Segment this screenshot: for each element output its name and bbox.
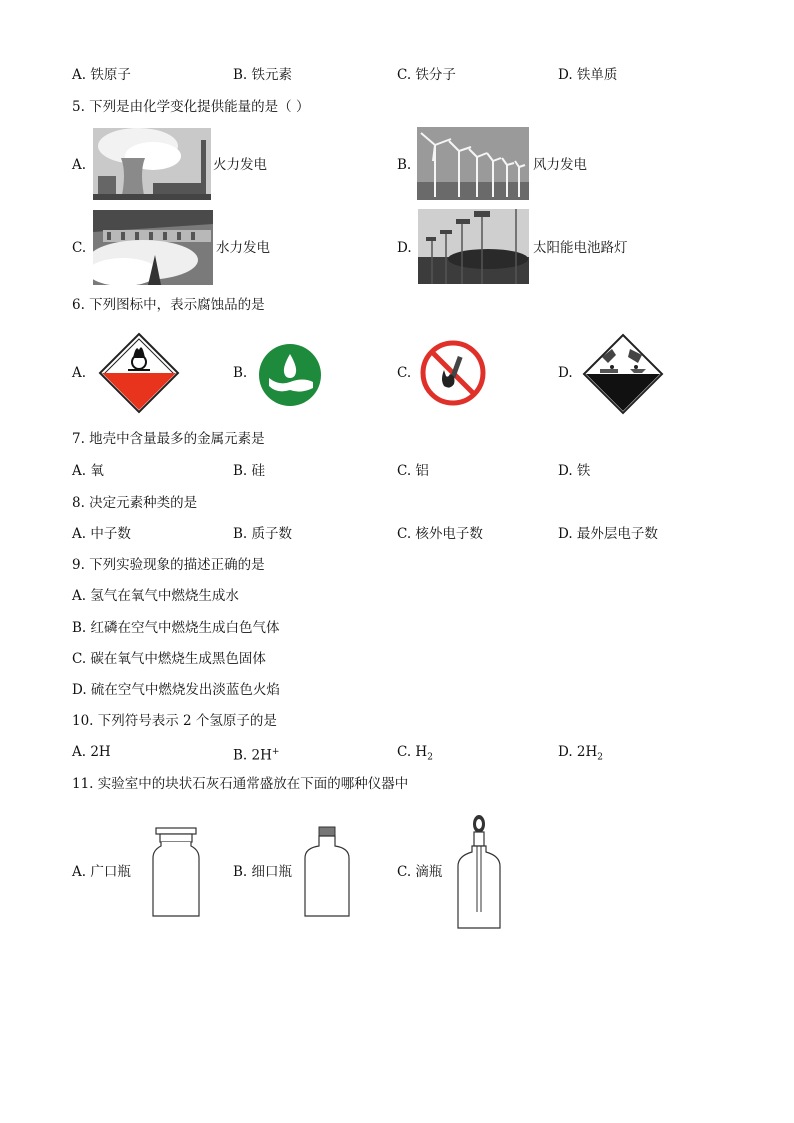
q9-stem: 9. 下列实验现象的描述正确的是 <box>72 557 265 573</box>
no-fire-icon <box>420 340 486 406</box>
corrosive-hazard-icon <box>582 333 664 415</box>
q10-option-b-text: B. 2H <box>233 747 272 764</box>
q5-option-b-label: 风力发电 <box>533 157 587 173</box>
q10-option-c-subscript: 2 <box>427 752 433 763</box>
q11-option-b: B. 细口瓶 <box>233 864 293 880</box>
q7-option-a: A. 氧 <box>72 463 104 479</box>
q8-option-b: B. 质子数 <box>233 526 293 542</box>
q11-option-c: C. 滴瓶 <box>397 864 443 880</box>
q6-option-b-prefix: B. <box>233 365 248 381</box>
q5-option-a-label: 火力发电 <box>213 157 267 173</box>
q6-option-d-prefix: D. <box>558 365 573 381</box>
dropper-bottle-icon <box>454 812 504 932</box>
q11-stem: 11. 实验室中的块状石灰石通常盛放在下面的哪种仪器中 <box>72 776 409 792</box>
oxidizer-hazard-icon <box>98 332 180 414</box>
q10-option-d <box>558 743 603 767</box>
q8-option-c: C. 核外电子数 <box>397 526 483 542</box>
q10-option-c-text: C. H <box>397 744 428 760</box>
q7-option-c: C. 铝 <box>397 463 429 479</box>
q10-option-b-superscript: + <box>271 747 280 757</box>
q7-option-b: B. 硅 <box>233 463 266 479</box>
q10-option-c <box>397 743 433 767</box>
q8-option-a: A. 中子数 <box>72 526 131 542</box>
q10-option-b <box>233 743 279 765</box>
q6-stem: 6. 下列图标中，表示腐蚀品的是 <box>72 297 265 313</box>
q4-option-c: C. 铁分子 <box>397 67 456 83</box>
q9-option-d: D. 硫在空气中燃烧发出淡蓝色火焰 <box>72 682 280 698</box>
q5-option-c-label: 水力发电 <box>216 240 270 256</box>
q5-option-d-label: 太阳能电池路灯 <box>533 240 628 256</box>
solar-street-lights-image <box>418 209 529 284</box>
q8-stem: 8. 决定元素种类的是 <box>72 495 198 511</box>
q9-option-c: C. 碳在氧气中燃烧生成黑色固体 <box>72 651 266 667</box>
q10-option-a: A. 2H <box>72 744 111 760</box>
q5-option-c-prefix: C. <box>72 240 87 256</box>
q4-option-a: A. 铁原子 <box>72 67 131 83</box>
q5-option-a-prefix: A. <box>72 157 87 173</box>
thermal-power-plant-image <box>93 128 211 200</box>
narrow-mouth-bottle-icon <box>303 826 351 918</box>
q5-option-d-prefix: D. <box>397 240 412 256</box>
q8-option-d: D. 最外层电子数 <box>558 526 658 542</box>
q10-option-d-text: D. 2H <box>558 744 598 760</box>
q6-option-c-prefix: C. <box>397 365 412 381</box>
wide-mouth-bottle-icon <box>151 826 201 918</box>
q11-option-a: A. 广口瓶 <box>72 864 131 880</box>
q6-option-a-prefix: A. <box>72 365 87 381</box>
q7-stem: 7. 地壳中含量最多的金属元素是 <box>72 431 265 447</box>
q10-stem: 10. 下列符号表示 2 个氢原子的是 <box>72 713 277 729</box>
q9-option-a: A. 氢气在氧气中燃烧生成水 <box>72 588 239 604</box>
water-saving-icon <box>257 342 323 408</box>
q5-option-b-prefix: B. <box>397 157 412 173</box>
wind-turbines-image <box>417 127 529 200</box>
q4-option-d: D. 铁单质 <box>558 67 618 83</box>
q10-option-d-subscript: 2 <box>597 752 604 763</box>
hydro-dam-image <box>93 210 213 285</box>
q4-option-b: B. 铁元素 <box>233 67 293 83</box>
q5-stem: 5. 下列是由化学变化提供能量的是（ ） <box>72 99 310 115</box>
q9-option-b: B. 红磷在空气中燃烧生成白色气体 <box>72 620 280 636</box>
q7-option-d: D. 铁 <box>558 463 591 479</box>
